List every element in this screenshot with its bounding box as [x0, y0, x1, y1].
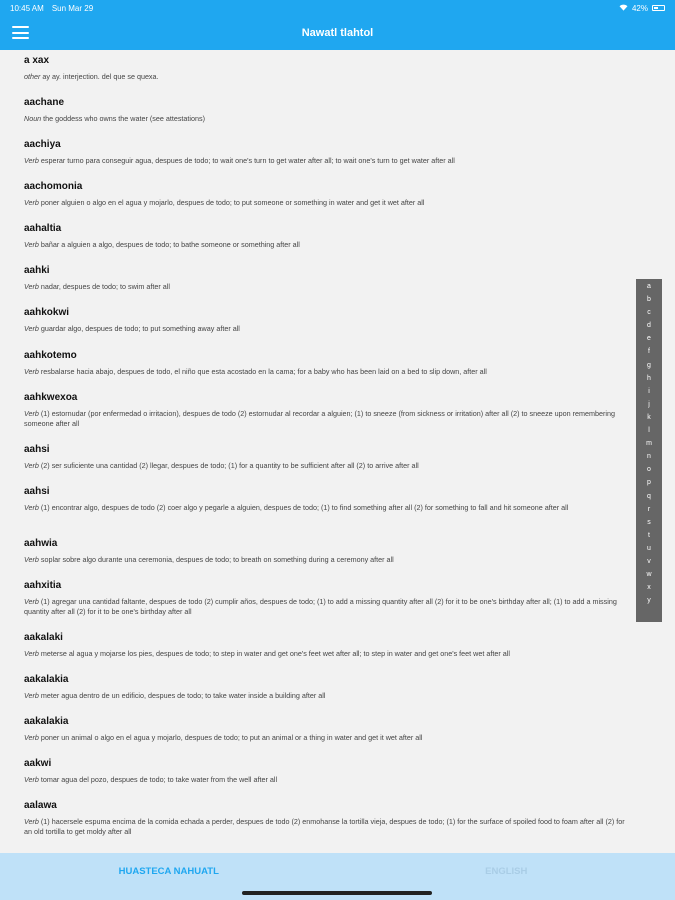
index-letter-e[interactable]: e [647, 335, 651, 343]
entry-word: aakwi [24, 758, 52, 769]
list-item[interactable] [24, 580, 634, 617]
index-letter-y[interactable]: y [647, 597, 651, 605]
list-item[interactable] [24, 223, 634, 250]
list-item[interactable] [24, 392, 634, 429]
index-letter-i[interactable]: i [648, 387, 650, 395]
entry-word: aahki [24, 265, 50, 276]
part-of-speech: Verb [24, 775, 39, 784]
list-item[interactable] [24, 307, 634, 334]
status-date: Sun Mar 29 [51, 3, 94, 13]
entry-word: aachomonia [24, 181, 83, 192]
entry-definition: Verb guardar algo, despues de todo; to put something away after all [24, 324, 240, 333]
part-of-speech: Noun [24, 114, 42, 123]
index-letter-c[interactable]: c [647, 309, 651, 317]
home-indicator [242, 891, 432, 895]
index-letter-r[interactable]: r [647, 505, 651, 513]
dictionary-list[interactable] [0, 50, 675, 853]
entry-word: a xax [24, 55, 50, 66]
list-item[interactable] [24, 800, 634, 837]
index-letter-u[interactable]: u [647, 544, 651, 552]
entry-word: aahkwexoa [24, 392, 78, 403]
battery-percent: 42% [631, 3, 648, 13]
part-of-speech: Verb [24, 282, 39, 291]
index-letter-j[interactable]: j [648, 400, 650, 408]
list-item[interactable] [24, 716, 634, 743]
entry-definition: Verb tomar agua del pozo, despues de todo; to take water from the well after all [24, 775, 278, 784]
entry-definition: Verb (2) ser suficiente una cantidad (2) llegar, despues de todo; (1) for a quantity to be sufficient after all (2) to arrive after all [24, 461, 419, 470]
part-of-speech: Verb [24, 817, 39, 826]
index-letter-d[interactable]: d [647, 322, 651, 330]
index-letter-g[interactable]: g [647, 361, 651, 369]
entry-word: aalawa [24, 800, 57, 811]
list-item[interactable] [24, 758, 634, 785]
part-of-speech: Verb [24, 156, 39, 165]
entry-word: aahsi [24, 444, 50, 455]
index-letter-q[interactable]: q [647, 492, 651, 500]
list-item[interactable] [24, 55, 634, 82]
tab-english[interactable]: ENGLISH [485, 865, 528, 877]
list-item[interactable] [24, 97, 634, 124]
app-bar [0, 16, 675, 50]
part-of-speech: Verb [24, 649, 39, 658]
entry-word: aakalaki [24, 632, 63, 643]
list-item[interactable] [24, 632, 634, 659]
entry-definition: Verb bañar a alguien a algo, despues de todo; to bathe someone or something after all [24, 240, 300, 249]
list-item[interactable] [24, 538, 634, 565]
list-item[interactable] [24, 350, 634, 377]
index-letter-p[interactable]: p [647, 479, 651, 487]
entry-word: aahkokwi [24, 307, 70, 318]
index-letter-v[interactable]: v [647, 557, 651, 565]
index-letter-l[interactable]: l [648, 427, 650, 435]
part-of-speech: Verb [24, 240, 39, 249]
entry-word: aahkotemo [24, 350, 77, 361]
index-letter-s[interactable]: s [647, 518, 651, 526]
part-of-speech: Verb [24, 691, 39, 700]
list-item[interactable] [24, 674, 634, 701]
part-of-speech: other [24, 72, 41, 81]
menu-icon[interactable] [12, 26, 29, 39]
index-letter-h[interactable]: h [647, 374, 651, 382]
entry-word: aahxitia [24, 580, 62, 591]
list-item[interactable] [24, 444, 634, 471]
entry-word: aahwia [24, 538, 58, 549]
status-bar [0, 0, 675, 16]
entry-definition: Verb soplar sobre algo durante una ceremonia, despues de todo; to breath on something during a ceremony after all [24, 555, 394, 564]
entry-definition: Verb (1) estornudar (por enfermedad o irritacion), despues de todo (2) estornudar al recordar a alguien; (1) to sneeze (from sickness or irritation) after all (2) to sneeze upon remembering someone after all [24, 409, 615, 428]
part-of-speech: Verb [24, 597, 39, 606]
part-of-speech: Verb [24, 198, 39, 207]
entry-definition: Noun the goddess who owns the water (see attestations) [24, 114, 205, 123]
entry-definition: Verb (1) hacersele espuma encima de la comida echada a perder, despues de todo (2) enmohanse la tortilla vieja, despues de todo; (1) for the surface of spoiled food to foam after all (2) for an old tortilla to get moldy after all [24, 817, 625, 836]
battery-icon [652, 5, 665, 11]
entry-definition: Verb (1) agregar una cantidad faltante, despues de todo (2) cumplir años, despues de todo; (1) to add a missing quantity after all (2) for it to be one's birthday after all; (1) to add a missing quantity after all (2) for it to be one's birthday after all [24, 597, 617, 616]
entry-definition: Verb nadar, despues de todo; to swim after all [24, 282, 170, 291]
entry-word: aakalakia [24, 674, 69, 685]
index-letter-a[interactable]: a [647, 283, 651, 290]
wifi-icon [619, 4, 628, 13]
alphabet-index[interactable] [636, 279, 662, 622]
part-of-speech: Verb [24, 503, 39, 512]
part-of-speech: Verb [24, 733, 39, 742]
list-item[interactable] [24, 486, 634, 513]
list-item[interactable] [24, 265, 634, 292]
entry-definition: Verb esperar turno para conseguir agua, despues de todo; to wait one's turn to get water after all; to wait one's turn to get water after all [24, 156, 455, 165]
entry-definition: Verb poner alguien o algo en el agua y mojarlo, despues de todo; to put someone or something in water and get it wet after all [24, 198, 425, 207]
list-item[interactable] [24, 139, 634, 166]
entry-word: aahaltia [24, 223, 62, 234]
entry-definition: Verb resbalarse hacia abajo, despues de todo, el niño que esta acostado en la cama; for a baby who has been laid on a bed to slip down, after all [24, 367, 487, 376]
index-letter-m[interactable]: m [646, 440, 652, 448]
list-item[interactable] [24, 181, 634, 208]
entry-definition: other ay ay. interjection. del que se quexa. [24, 72, 159, 81]
page-title: Nawatl tlahtol [301, 27, 374, 39]
index-letter-t[interactable]: t [648, 531, 650, 539]
entry-word: aahsi [24, 486, 50, 497]
part-of-speech: Verb [24, 461, 39, 470]
entry-word: aachane [24, 97, 65, 108]
entry-definition: Verb poner un animal o algo en el agua y mojarlo, despues de todo; to put an animal or a thing in water and get it wet after all [24, 733, 423, 742]
status-time: 10:45 AM [10, 3, 44, 13]
index-letter-n[interactable]: n [647, 453, 651, 461]
index-letter-b[interactable]: b [647, 296, 651, 304]
index-letter-o[interactable]: o [647, 466, 651, 474]
entry-word: aachiya [24, 139, 61, 150]
part-of-speech: Verb [24, 324, 39, 333]
part-of-speech: Verb [24, 367, 39, 376]
tab-huasteca-nahuatl[interactable]: HUASTECA NAHUATL [118, 865, 219, 877]
entry-definition: Verb meter agua dentro de un edificio, despues de todo; to take water inside a building after all [24, 691, 326, 700]
index-letter-f[interactable]: f [648, 348, 650, 356]
part-of-speech: Verb [24, 555, 39, 564]
index-letter-k[interactable]: k [647, 413, 651, 421]
entry-word: aakalakia [24, 716, 69, 727]
index-letter-x[interactable]: x [647, 584, 651, 592]
entry-definition: Verb meterse al agua y mojarse los pies, despues de todo; to step in water and get one's feet wet after all; to step in water and get one's feet wet after all [24, 649, 510, 658]
index-letter-w[interactable]: w [646, 571, 652, 579]
part-of-speech: Verb [24, 409, 39, 418]
entry-definition: Verb (1) encontrar algo, despues de todo (2) coer algo y pegarle a alguien, despues de todo; (1) to find something after all (2) for something to fall and hit someone after all [24, 503, 569, 512]
